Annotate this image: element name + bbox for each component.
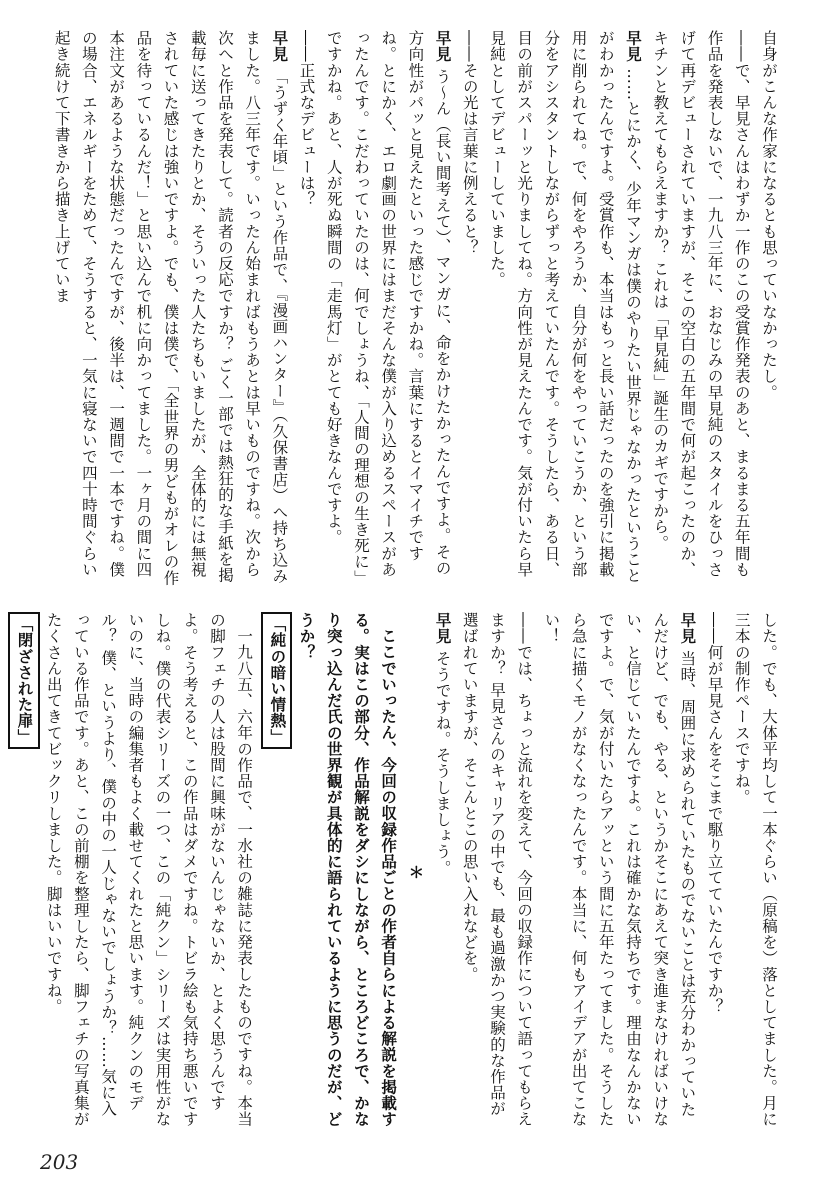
interviewer-question: ――で、早見さんはわずか一作のこの受賞作発表のあと、まるまる五年間も作品を発表しないで、一九八三年に、おなじみの早見純のスタイルをひっさげて再デビューされていますが、そこの空白の五年間で何が起こったのか、キチンと教えてもらえますか？ これは「早見純」誕生のカギですから。: [651, 30, 751, 578]
speaker-label: 早見: [433, 612, 452, 645]
speaker-label: 早見: [623, 30, 642, 63]
article-upper-section: [22, 30, 782, 590]
interviewer-question: ――その光は言葉に例えると？: [460, 30, 479, 256]
answer-text: そうですね。そうしましょう。: [433, 650, 452, 876]
interviewer-question: ――何が早見さんをそこまで駆り立てていたんですか？: [705, 612, 724, 1015]
answer-text: う〜ん（長い間考えて）、マンガに、命をかけたかったんですよ。その方向性がパッと見えたといった感じですかね。言葉にするとイマイチですね。とにかく、エロ劇画の世界にはまだそんな僕が入り込めるスペースがあったんです。こだわっていたのは、何でしょうね、「人間の理想の生き死に」ですかね。あと、人が死ぬ瞬間の「走馬灯」がとても好きなんですよ。: [324, 30, 452, 586]
page-number: 203: [40, 1150, 79, 1174]
speaker-label: 早見: [270, 30, 289, 63]
answer-text: 「うずく年頃」という作品で、『漫画ハンター』（久保書店）へ持ち込みました。八三年です。いったん始まればもうあとは早いものですね。次から次へと作品を発表して。読者の反応ですか？ ごく一部では熱狂的な手紙を掲載毎に送ってきたりとか、そういった人たちもいましたが、全体的には無視されていた感じは強いですよ。でも、僕は僕で、「全世界の男どもがオレの作品を待っているんだ！」と思い込んで机に向かってました。一ヶ月の間に四本注文があるような状態だったんですが、後半は、一週間で一本ですね。僕の場合、エネルギーをためて、そうすると、一気に寝ないで四十時間ぐらい起き続けて下書きから描き上げていま: [52, 30, 289, 586]
paragraph: 自身がこんな作家になるとも思っていなかったし。: [760, 30, 778, 401]
commentary-text: [0, 612, 4, 1132]
answer-text: 当時、周囲に求められていたものでないことは充分わかっていたんだけど、でも、やる、というかそこにあえて突き進まなければいけない、と信じていたんですよ。これは確かな気持ちです。理由なんかないですよ。で、気が付いたらアッという間に五年たってました。そうしたら急に描くモノがなくなったんです。本当に、何もアイデアが出てこない！: [542, 612, 697, 1128]
interviewer-question: ――では、ちょっと流れを変えて、今回の収録作について語ってもらえますか？ 早見さんのキャリアの中でも、最も過激かつ実験的な作品が選ばれていますが、そこんとこの思い入れなどを。: [460, 612, 534, 1128]
article-lower-section: [15, 612, 782, 1132]
answer-text: ……とにかく、少年マンガは僕のやりたい世界じゃなかったということがわかったんですよ。受賞作も、本当はもっと長い話だったのを強引に掲載用に削られてね。で、何をやろうか、自分が何をやっていこうか、という部分をアシスタントしながらずっと考えていたんです。そうしたら、ある日、目の前がスパーッと光りましてね。方向性が見えたんです。気が付いたら早見純としてデビューしていました。: [487, 30, 642, 584]
work-title-heading: 「純の暗い情熱」: [261, 612, 292, 749]
commentary-text: 一九八五、六年の作品で、一水社の雑誌に発表したものですね。本当の脚フェチの人は股間に興味がないんじゃないか、とよく思うんですよ。そう考えると、この作品はダメですね。トビラ絵も気持ち悪いですしね。僕の代表シリーズの一つ、この「純クン」シリーズは実用性がないのに、当時の編集者もよく載せてくれたと思います。純クンのモデル？ 僕、というより、僕の中の一人じゃないでしょうか？……気に入っている作品です。あと、この前棚を整理したら、脚フェチの写真集がたくさん出てきてビックリしました。脚はいいですね。: [44, 612, 254, 1128]
section-divider-asterisk: ＊: [406, 863, 425, 881]
work-title-heading: 「閉ざされた扉」: [8, 612, 39, 749]
editorial-note: ここでいったん、今回の収録作品ごとの作者自らによる解説を掲載する。実はこの部分、作品解説をダシにしながら、ところどころで、かなり突っ込んだ氏の世界観が具体的に語られているように思うのだが、どうか？: [297, 612, 398, 1128]
interviewer-question: ――正式なデビューは？: [297, 30, 316, 208]
paragraph: した。でも、大体平均して一本ぐらい（原稿を）落としてました。月に三本の制作ペースですね。: [732, 612, 778, 1128]
speaker-label: 早見: [678, 612, 697, 645]
speaker-label: 早見: [433, 30, 452, 63]
